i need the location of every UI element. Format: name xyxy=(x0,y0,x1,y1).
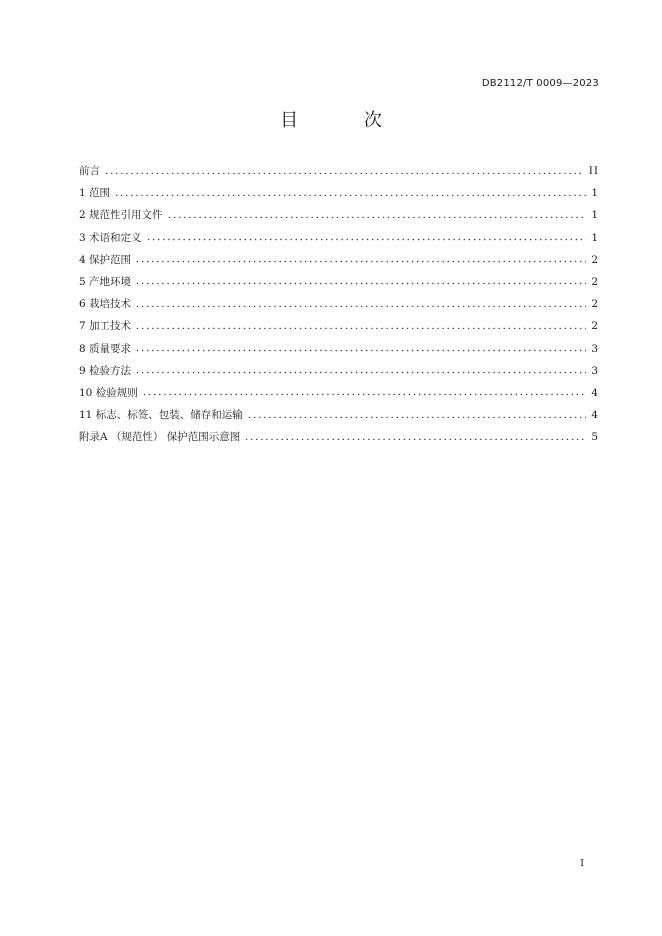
toc-entry-foreword[interactable] xyxy=(79,163,599,185)
toc-entry-page: 5 xyxy=(591,431,599,444)
dot-leader xyxy=(135,297,586,307)
toc-entry-label: 9 检验方法 xyxy=(79,364,132,377)
toc-entry-inspection-rules[interactable] xyxy=(79,385,599,407)
dot-leader xyxy=(247,408,587,418)
toc-entry-page: 1 xyxy=(591,187,599,200)
dot-leader xyxy=(146,231,587,241)
toc-entry-page: 2 xyxy=(591,298,599,311)
toc-entry-cultivation[interactable] xyxy=(79,296,599,318)
toc-entry-protection-scope[interactable] xyxy=(79,252,599,274)
toc-entry-page: 2 xyxy=(591,320,599,333)
toc-entry-label: 1 范围 xyxy=(79,187,111,200)
toc-entry-processing[interactable] xyxy=(79,318,599,340)
dot-leader xyxy=(135,364,586,374)
dot-leader xyxy=(135,253,586,263)
toc-entry-label: 4 保护范围 xyxy=(79,253,132,266)
page-number: I xyxy=(580,858,584,869)
toc-entry-page: 3 xyxy=(591,364,599,377)
toc-entry-page: 2 xyxy=(591,275,599,288)
dot-leader xyxy=(135,319,586,329)
toc-entry-marking-packaging[interactable] xyxy=(79,407,599,429)
dot-leader xyxy=(142,386,587,396)
toc-entry-page: II xyxy=(588,165,599,177)
page-title: 目 次 xyxy=(280,110,412,131)
dot-leader xyxy=(104,164,584,174)
table-of-contents xyxy=(79,163,599,451)
toc-entry-label: 前言 xyxy=(79,165,100,177)
toc-entry-label: 2 规范性引用文件 xyxy=(79,209,163,222)
toc-entry-label: 3 术语和定义 xyxy=(79,231,142,244)
toc-entry-page: 4 xyxy=(591,386,599,399)
dot-leader xyxy=(135,342,586,352)
toc-entry-normative-references[interactable] xyxy=(79,207,599,229)
toc-entry-test-methods[interactable] xyxy=(79,363,599,385)
toc-entry-quality-requirements[interactable] xyxy=(79,341,599,363)
toc-entry-page: 2 xyxy=(591,253,599,266)
dot-leader xyxy=(135,275,586,285)
document-code: DB2112/T 0009—2023 xyxy=(481,78,599,89)
toc-entry-production-environment[interactable] xyxy=(79,274,599,296)
toc-entry-label: 8 质量要求 xyxy=(79,342,132,355)
toc-entry-label: 6 栽培技术 xyxy=(79,298,132,311)
toc-entry-label: 附录A （规范性） 保护范围示意图 xyxy=(79,431,241,444)
toc-entry-page: 1 xyxy=(591,209,599,222)
toc-entry-scope[interactable] xyxy=(79,185,599,207)
toc-entry-appendix-a[interactable] xyxy=(79,429,599,451)
toc-entry-page: 1 xyxy=(591,231,599,244)
toc-entry-label: 7 加工技术 xyxy=(79,320,132,333)
toc-entry-label: 11 标志、标签、包装、储存和运输 xyxy=(79,409,243,422)
dot-leader xyxy=(167,208,587,218)
toc-entry-label: 5 产地环境 xyxy=(79,275,132,288)
toc-entry-label: 10 检验规则 xyxy=(79,386,138,399)
toc-entry-page: 3 xyxy=(591,342,599,355)
toc-entry-page: 4 xyxy=(591,409,599,422)
dot-leader xyxy=(244,430,586,440)
toc-entry-terms-definitions[interactable] xyxy=(79,230,599,252)
dot-leader xyxy=(114,186,586,196)
